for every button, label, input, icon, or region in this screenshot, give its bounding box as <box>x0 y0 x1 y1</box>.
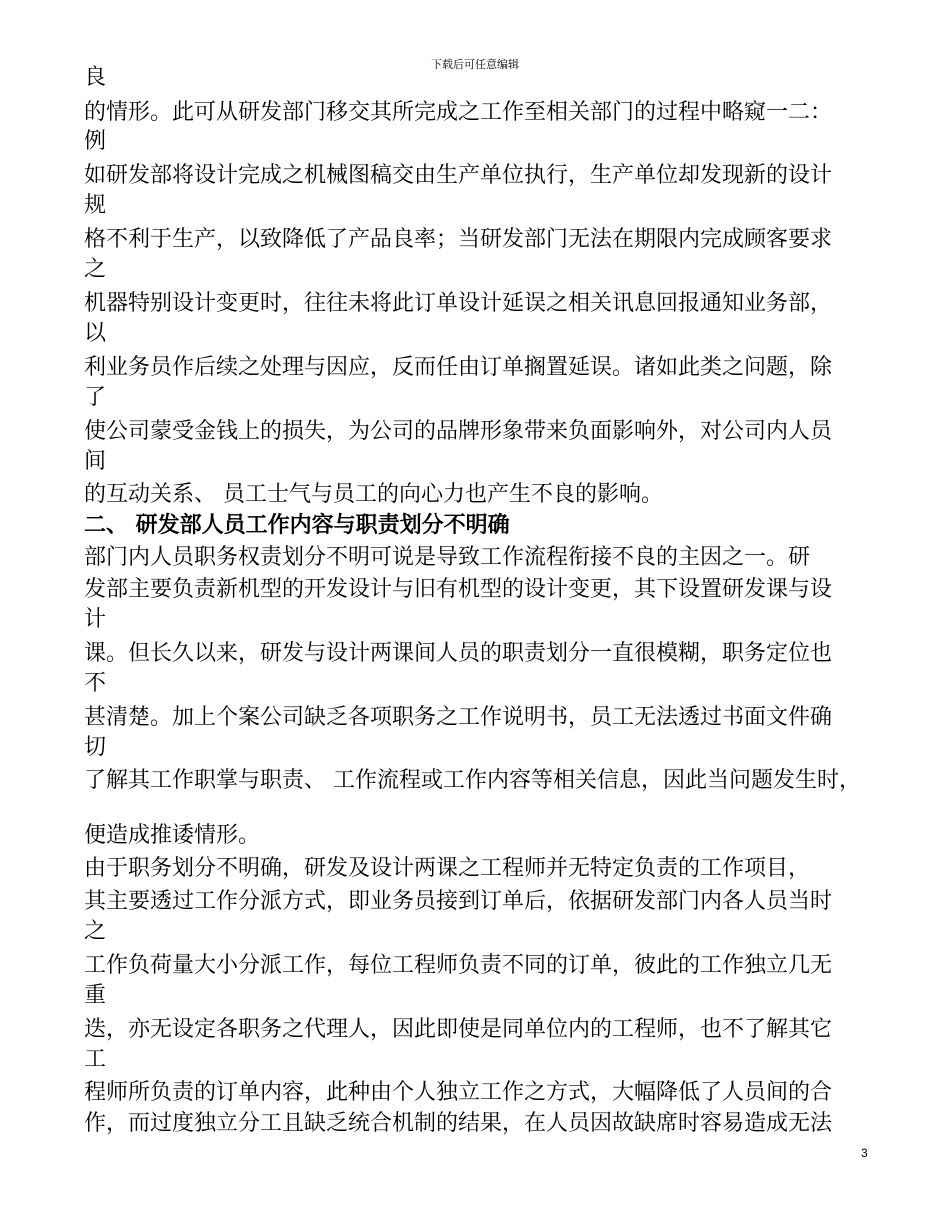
text-line: 部门内人员职务权责划分不明可说是导致工作流程衔接不良的主因之一。研 <box>84 545 811 570</box>
text-line: 使公司蒙受金钱上的损失，为公司的品牌形象带来负面影响外，对公司内人员 <box>84 419 833 444</box>
text-line: 格不利于生产，以致降低了产品良率；当研发部门无法在期限内完成顾客要求 <box>84 227 833 252</box>
text-line: 其主要透过工作分派方式，即业务员接到订单后，依据研发部门内各人员当时 <box>84 889 833 914</box>
text-line: 利业务员作后续之处理与因应，反而任由订单搁置延误。诸如此类之问题，除 <box>84 355 833 380</box>
text-line: 计 <box>84 607 107 632</box>
text-line: 重 <box>84 983 107 1008</box>
text-line: 工作负荷量大小分派工作，每位工程师负责不同的订单，彼此的工作独立几无 <box>84 953 833 978</box>
text-line: 之 <box>84 919 107 944</box>
text-line: 以 <box>84 321 107 346</box>
text-line: 例 <box>84 129 107 154</box>
text-line: 切 <box>84 735 107 760</box>
text-line: 甚清楚。加上个案公司缺乏各项职务之工作说明书，员工无法透过书面文件确 <box>84 705 833 730</box>
text-line: 如研发部将设计完成之机械图稿交由生产单位执行，生产单位却发现新的设计 <box>84 163 833 188</box>
text-line: 之 <box>84 257 107 282</box>
page-number: 3 <box>861 1146 868 1160</box>
text-line: 了解其工作职掌与职责、 工作流程或工作内容等相关信息，因此当问题发生时， <box>84 768 861 793</box>
text-line: 作，而过度独立分工且缺乏统合机制的结果，在人员因故缺席时容易造成无法 <box>84 1111 833 1136</box>
text-line: 的互动关系、 员工士气与员工的向心力也产生不良的影响。 <box>84 482 663 507</box>
page-header: 下载后可任意编辑 <box>431 58 519 71</box>
text-line: 由于职务划分不明确，研发及设计两课之工程师并无特定负责的工作项目， <box>84 856 811 881</box>
text-line: 机器特别设计变更时，往往未将此订单设计延误之相关讯息回报通知业务部， <box>84 291 833 316</box>
text-line: 的情形。此可从研发部门移交其所完成之工作至相关部门的过程中略窥一二： <box>84 100 833 125</box>
text-line: 便造成推诿情形。 <box>84 823 261 848</box>
text-line: 良 <box>84 65 107 90</box>
text-line: 发部主要负责新机型的开发设计与旧有机型的设计变更，其下设置研发课与设 <box>84 577 833 602</box>
text-line: 了 <box>84 385 107 410</box>
text-line: 规 <box>84 193 107 218</box>
text-line: 课。但长久以来，研发与设计两课间人员的职责划分一直很模糊，职务定位也 <box>84 641 833 666</box>
text-line: 迭，亦无设定各职务之代理人，因此即使是同单位内的工程师，也不了解其它 <box>84 1017 833 1042</box>
section-heading: 二、 研发部人员工作内容与职责划分不明确 <box>84 513 510 538</box>
text-line: 不 <box>84 671 107 696</box>
text-line: 工 <box>84 1047 107 1072</box>
text-line: 间 <box>84 449 107 474</box>
text-line: 程师所负责的订单内容，此种由个人独立工作之方式，大幅降低了人员间的合 <box>84 1080 833 1105</box>
